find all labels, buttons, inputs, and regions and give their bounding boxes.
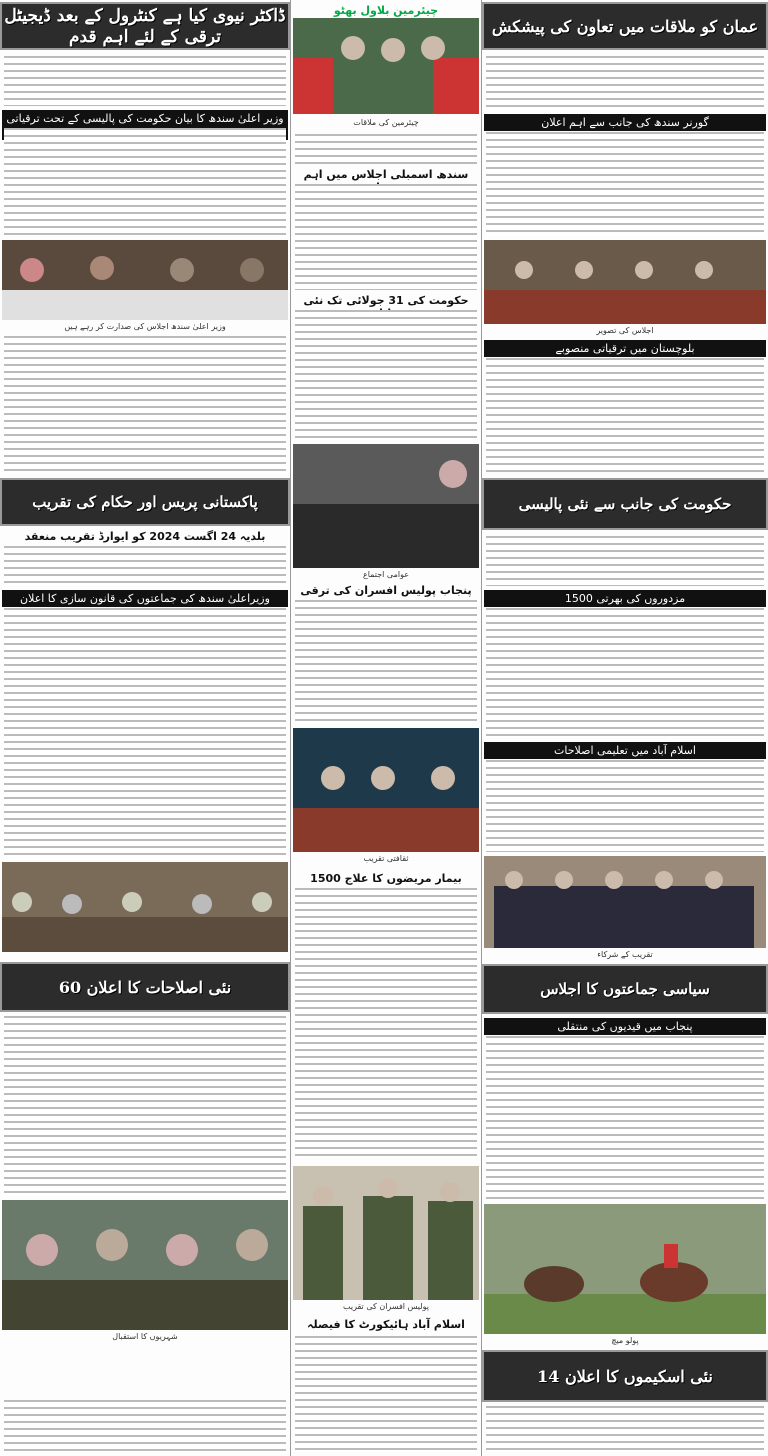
right-text-3 bbox=[486, 358, 764, 472]
right-text-7 bbox=[486, 1036, 764, 1200]
mid-text-6 bbox=[295, 1336, 477, 1452]
left-photo-3 bbox=[2, 1200, 288, 1330]
right-text-6 bbox=[486, 760, 764, 852]
right-text-5 bbox=[486, 608, 764, 738]
left-banner-1: ڈاکٹر نیوی کیا ہے کنٹرول کے بعد ڈیجیٹل ترقی کے لئے اہم قدم bbox=[0, 2, 290, 50]
left-line-2: بلدیہ 24 اگست 2024 کو ایوارڈ تقریب منعقد bbox=[24, 530, 266, 543]
middle-column bbox=[290, 0, 482, 1456]
left-text-2 bbox=[4, 128, 286, 236]
right-caption-3: پولو میچ bbox=[611, 1336, 639, 1345]
meeting-room-photo-icon bbox=[2, 862, 288, 952]
left-caption-1: وزیر اعلیٰ سندھ اجلاس کی صدارت کر رہے ہیں bbox=[64, 322, 226, 331]
police-photo-icon bbox=[293, 1166, 479, 1300]
left-photo-1 bbox=[2, 240, 288, 320]
mid-text-5 bbox=[295, 888, 477, 1158]
conference-photo-icon bbox=[484, 240, 766, 324]
right-text-2 bbox=[486, 132, 764, 236]
right-hbar-3: 1500 مزدوروں کی بھرتی bbox=[484, 590, 766, 607]
left-text-7 bbox=[4, 1400, 286, 1452]
right-hbar-1: گورنر سندھ کی جانب سے اہم اعلان bbox=[484, 114, 766, 131]
left-banner-3: 60 نئی اصلاحات کا اعلان bbox=[0, 962, 290, 1012]
mid-caption-4: پولیس افسران کی تقریب bbox=[343, 1302, 429, 1311]
right-caption-2: تقریب کے شرکاء bbox=[597, 950, 653, 959]
left-hbar-1: وزیر اعلیٰ سندھ کا بیان حکومت کی پالیسی کے تحت ترقیاتی bbox=[2, 110, 288, 140]
mid-photo-2 bbox=[293, 444, 479, 568]
group-photo-icon bbox=[484, 856, 766, 948]
mid-headline-5: اسلام آباد ہائیکورٹ کا فیصلہ bbox=[307, 1318, 465, 1331]
mid-headline-3: پنجاب پولیس افسران کی ترقی bbox=[300, 584, 472, 597]
left-photo-2 bbox=[2, 862, 288, 952]
mid-text-2 bbox=[295, 184, 477, 290]
left-text-3 bbox=[4, 336, 286, 474]
gathering-photo-icon bbox=[293, 444, 479, 568]
left-caption-3: شہریوں کا استقبال bbox=[112, 1332, 178, 1341]
mid-top-headline: چیئرمین بلاول بھٹو bbox=[333, 4, 439, 17]
right-photo-2 bbox=[484, 856, 766, 948]
mid-headline-1: سندھ اسمبلی اجلاس میں اہم bbox=[303, 168, 469, 181]
left-text-5 bbox=[4, 608, 286, 860]
right-banner-4: 14 نئی اسکیموں کا اعلان bbox=[482, 1350, 768, 1402]
right-text-8 bbox=[486, 1406, 764, 1452]
right-hbar-2: بلوچستان میں ترقیاتی منصوبے bbox=[484, 340, 766, 357]
meeting-photo-icon bbox=[2, 240, 288, 320]
mid-headline-4: 1500 بیمار مریضوں کا علاج bbox=[310, 872, 462, 885]
mid-text-3 bbox=[295, 310, 477, 440]
left-banner-2: پاکستانی پریس اور حکام کی تقریب bbox=[0, 478, 290, 526]
mid-caption-3: ثقافتی تقریب bbox=[363, 854, 409, 863]
mid-caption-1: چیئرمین کی ملاقات bbox=[353, 118, 419, 127]
left-text-6 bbox=[4, 1016, 286, 1196]
mid-photo-1 bbox=[293, 18, 479, 114]
right-banner-2: حکومت کی جانب سے نئی پالیسی bbox=[482, 478, 768, 530]
right-hbar-4: اسلام آباد میں تعلیمی اصلاحات bbox=[484, 742, 766, 759]
mid-photo-3 bbox=[293, 728, 479, 852]
crowd-photo-icon bbox=[2, 1200, 288, 1330]
right-photo-3 bbox=[484, 1204, 766, 1334]
left-text-4 bbox=[4, 546, 286, 586]
right-column bbox=[482, 0, 768, 1456]
right-banner-3: سیاسی جماعتوں کا اجلاس bbox=[482, 964, 768, 1014]
officials-photo-icon bbox=[293, 18, 479, 114]
left-column bbox=[0, 0, 290, 1456]
mid-caption-2: عوامی اجتماع bbox=[362, 570, 410, 579]
right-hbar-5: پنجاب میں قیدیوں کی منتقلی bbox=[484, 1018, 766, 1035]
right-text-4 bbox=[486, 536, 764, 586]
polo-photo-icon bbox=[484, 1204, 766, 1334]
music-event-photo-icon bbox=[293, 728, 479, 852]
right-banner-1: عمان کو ملاقات میں تعاون کی پیشکش bbox=[482, 2, 768, 50]
right-caption-1: اجلاس کی تصویر bbox=[596, 326, 654, 335]
mid-text-1 bbox=[295, 134, 477, 164]
right-photo-1 bbox=[484, 240, 766, 324]
mid-headline-2: حکومت کی 31 جولائی تک نئی bbox=[303, 294, 469, 307]
mid-text-4 bbox=[295, 600, 477, 724]
left-hbar-2: وزیراعلیٰ سندھ کی جماعتوں کی قانون سازی کا اعلان bbox=[2, 590, 288, 607]
left-text-1 bbox=[4, 56, 286, 106]
mid-photo-4 bbox=[293, 1166, 479, 1300]
right-text-1 bbox=[486, 56, 764, 110]
